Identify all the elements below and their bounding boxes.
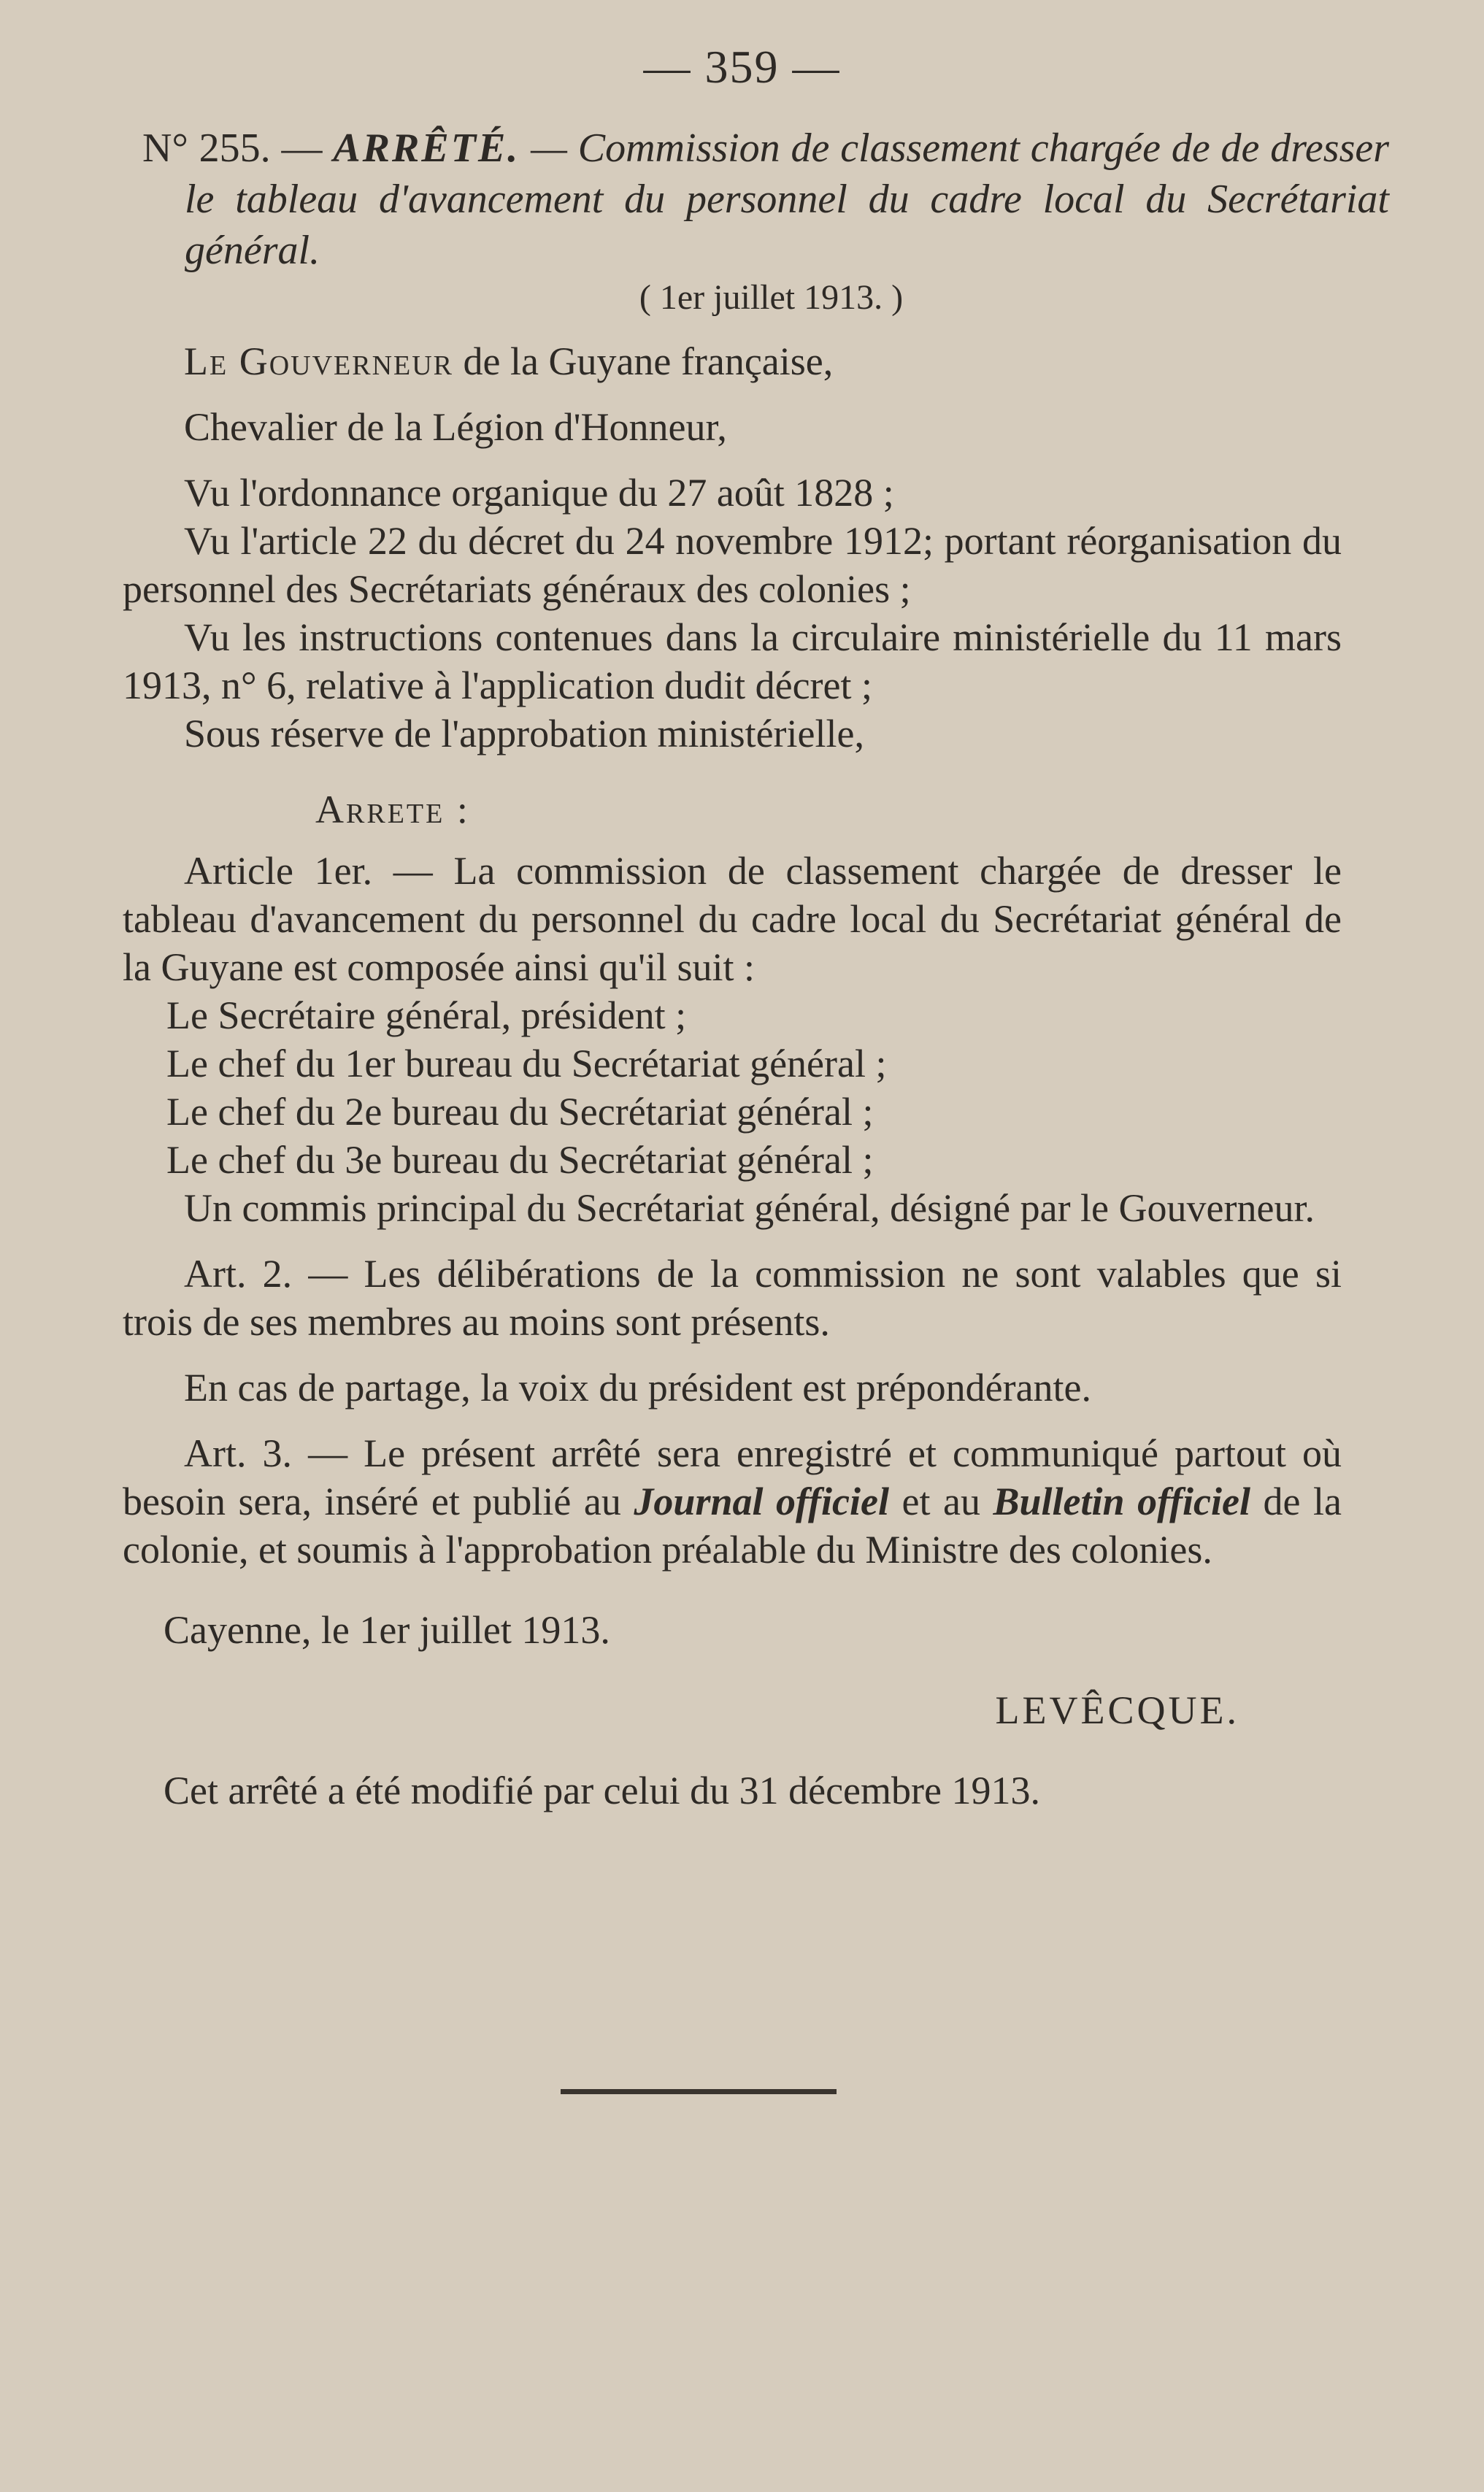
place-date: Cayenne, le 1er juillet 1913. [164,1608,610,1652]
member-5: Un commis principal du Secrétariat général, désigné par le Gouverneur. [184,1186,1315,1230]
decree-number: N° 255. — [142,126,323,171]
article-2: Art. 2. — Les délibérations de la commission ne sont valables que si trois de ses membres au moins sont présents. [123,1252,1342,1344]
member-1: Le Secrétaire général, président ; [166,993,687,1037]
signature: LEVÊCQUE. [995,1688,1239,1732]
sous-reserve: Sous réserve de l'approbation ministérielle, [184,712,864,755]
article-2-partage: En cas de partage, la voix du président est prépondérante. [184,1366,1092,1410]
decree-body [123,337,1342,1815]
member-4: Le chef du 3e bureau du Secrétariat général ; [166,1138,874,1182]
governor-line [123,337,1342,385]
article-3-text-a: Art. 3. — Le présent arrêté sera enregistré et communiqué partout où besoin sera, inséré et publié au [123,1431,1342,1523]
bulletin-officiel: Bulletin officiel [993,1480,1251,1523]
vu-ordonnance: Vu l'ordonnance organique du 27 août 1828 ; [184,471,894,515]
legion-line: Chevalier de la Légion d'Honneur, [184,405,727,449]
member-2: Le chef du 1er bureau du Secrétariat général ; [166,1042,887,1085]
closing-rule [561,2089,837,2094]
decree-date: ( 1er juillet 1913. ) [639,278,904,317]
vu-instructions: Vu les instructions contenues dans la circulaire ministérielle du 11 mars 1913, n° 6, relative à l'application dudit décret ; [123,615,1342,707]
page-number: — 359 — [643,41,841,93]
decree-type: ARRÊTÉ. [333,126,520,171]
modification-note: Cet arrêté a été modifié par celui du 31 décembre 1913. [164,1769,1040,1812]
member-3: Le chef du 2e bureau du Secrétariat général ; [166,1090,874,1134]
governor-rest: de la Guyane française, [453,339,834,383]
article-1: Article 1er. — La commission de classement chargée de dresser le tableau d'avancement du personnel du cadre local du Secrétariat général de la Guyane est composée ainsi qu'il suit : [123,849,1342,989]
article-3-text-b: et au [888,1480,993,1523]
article-3-text-c: de la colonie, et soumis à l'approbation préalable du Ministre des colonies. [123,1480,1342,1572]
article-3 [123,1429,1342,1574]
decree-heading [142,123,1389,276]
arrete-label: Arrete : [315,788,470,831]
decree-title: — Commission de classement chargée de de dresser le tableau d'avancement du personnel du cadre local du Secrétariat général. [185,126,1390,273]
governor-title: Le Gouverneur [184,339,454,383]
vu-article: Vu l'article 22 du décret du 24 novembre 1912; portant réorganisation du personnel des Secrétariats généraux des colonies ; [123,519,1342,611]
journal-officiel: Journal officiel [634,1480,889,1523]
